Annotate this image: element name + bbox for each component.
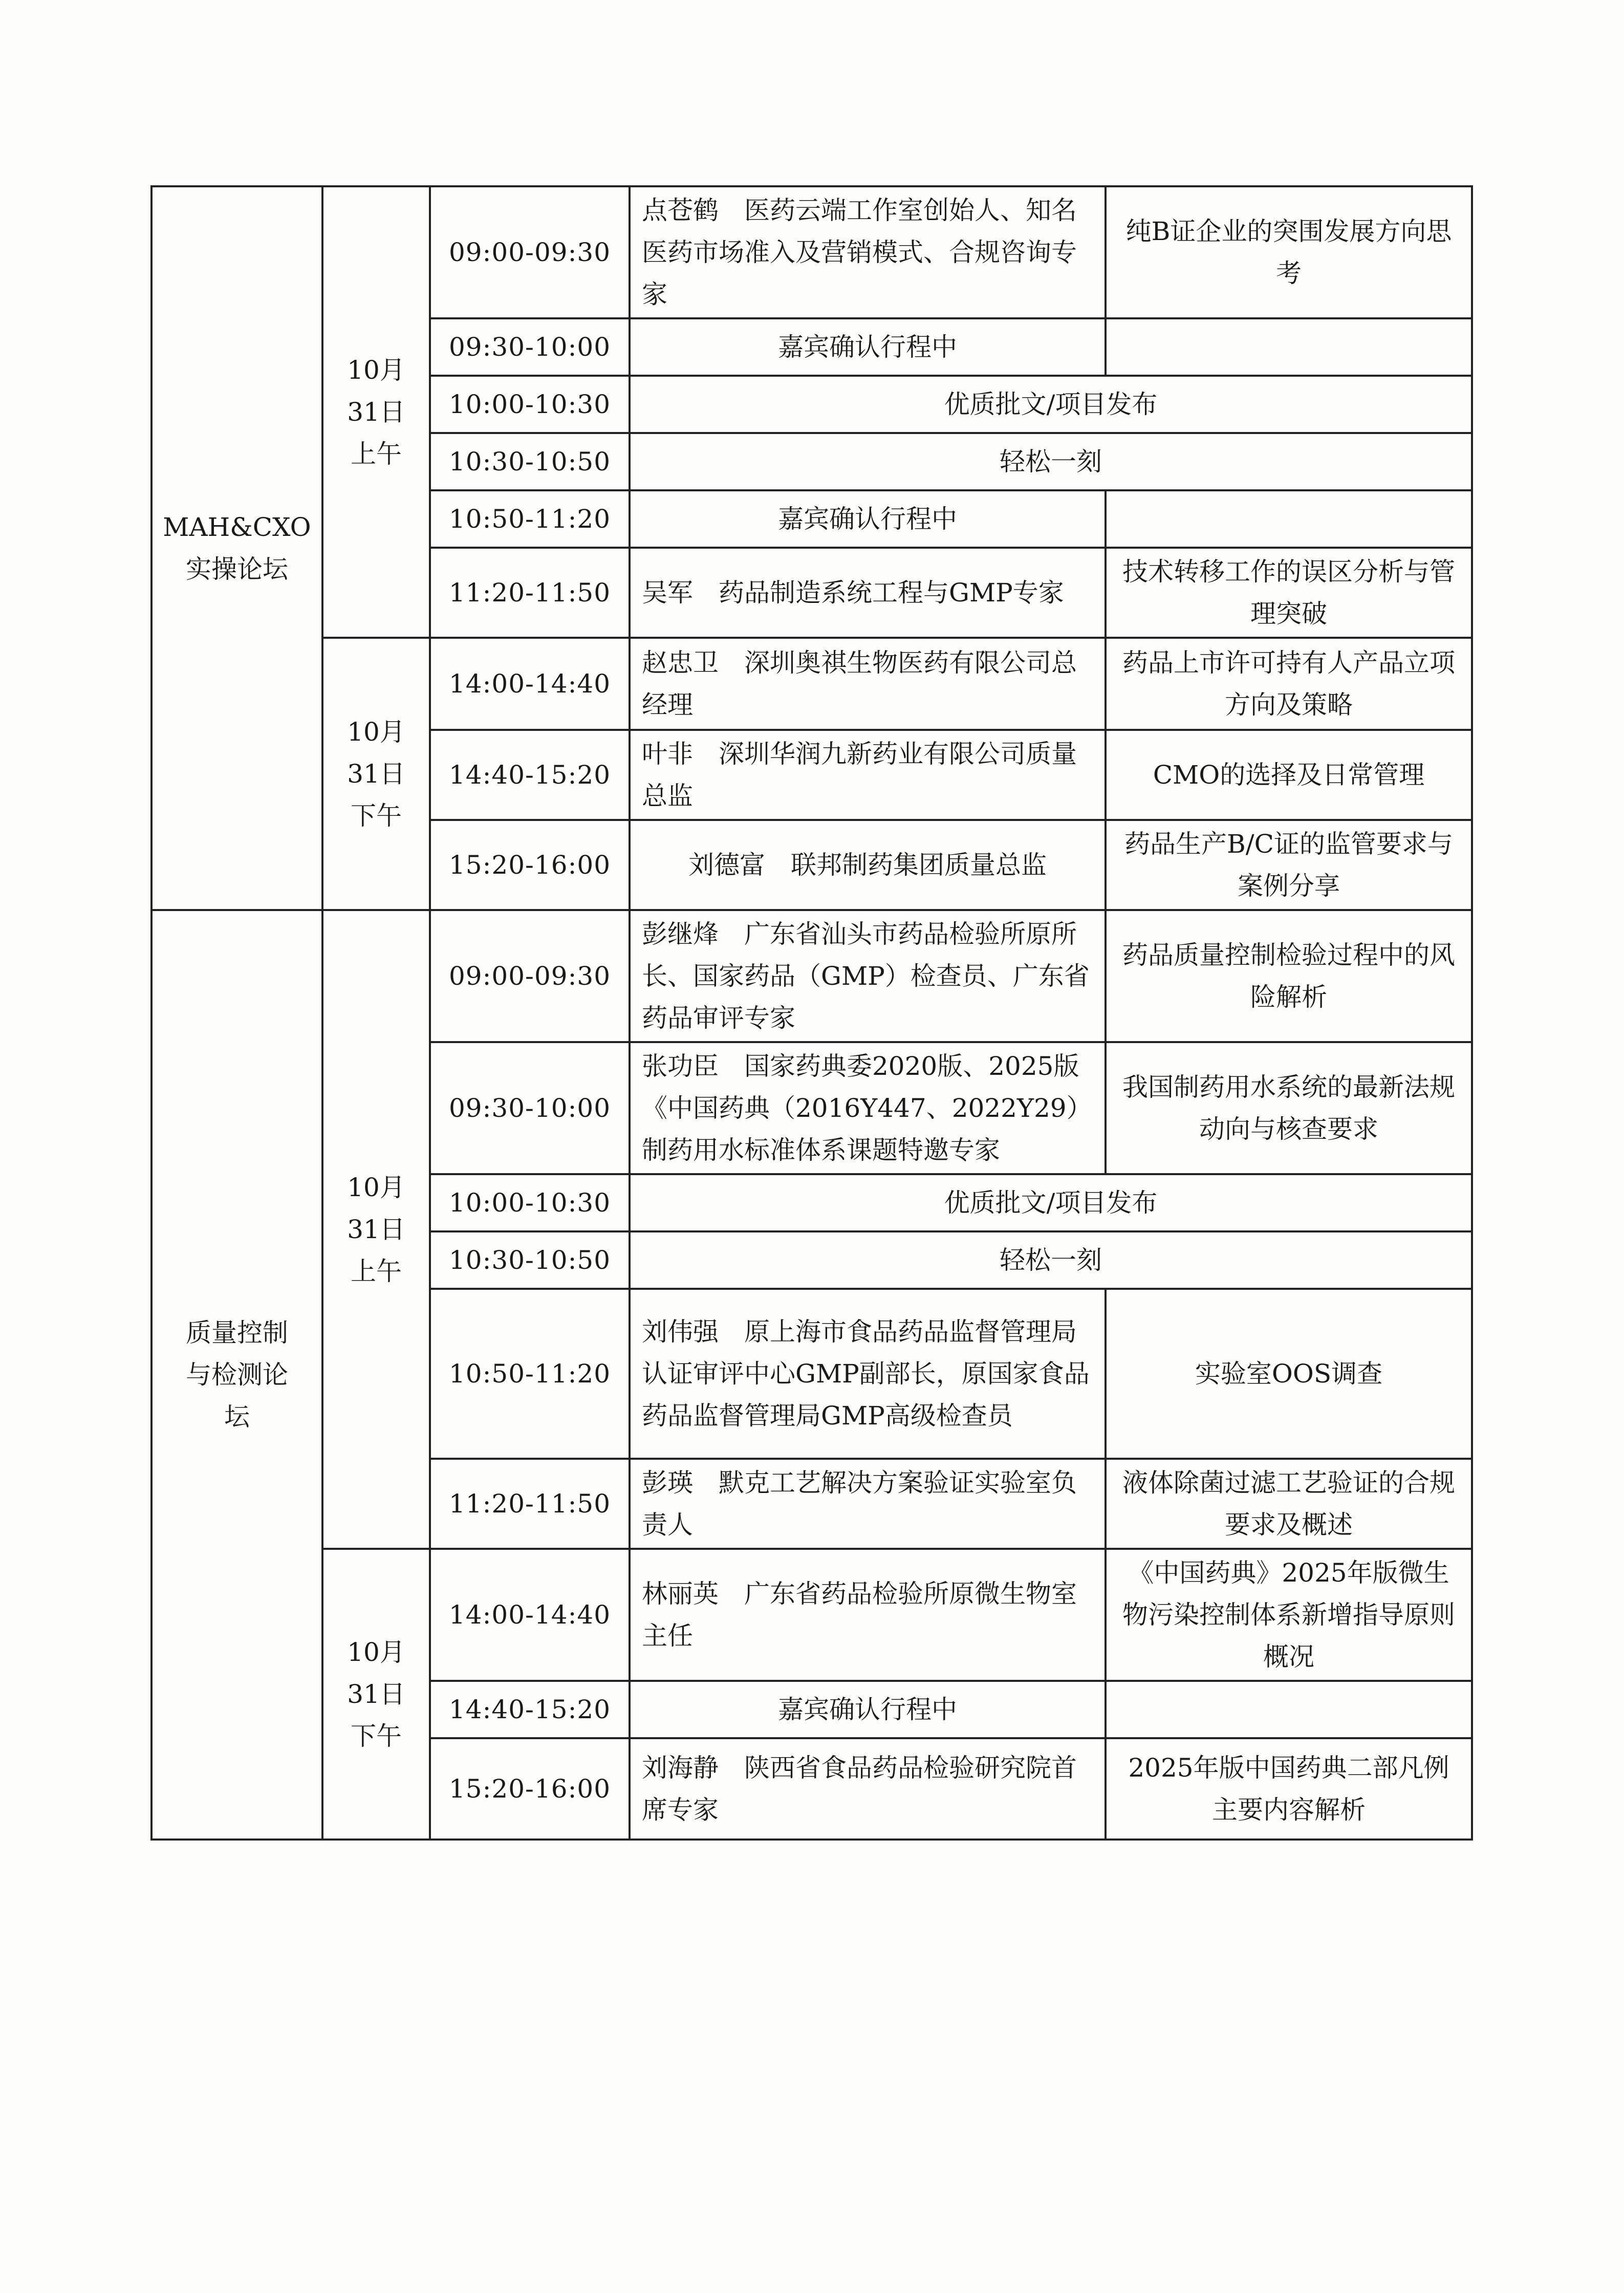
event-cell: [629, 1230, 1473, 1290]
time-cell: [429, 375, 631, 434]
speaker-cell: [629, 317, 1107, 377]
forum-name: 质量控制与检测论坛: [186, 1318, 288, 1432]
speaker-cell: [629, 489, 1107, 549]
time-cell: [429, 1458, 631, 1550]
topic-cell: [1105, 317, 1473, 377]
topic: 液体除菌过滤工艺验证的合规要求及概述: [1122, 1468, 1455, 1540]
time-slot: 11:20-11:50: [448, 578, 611, 608]
session-date-cell: [321, 1548, 431, 1841]
time-cell: [429, 909, 631, 1043]
event-cell: [629, 375, 1473, 434]
time-cell: [429, 1548, 631, 1682]
time-slot: 14:40-15:20: [448, 760, 611, 790]
time-slot: 09:30-10:00: [448, 1093, 611, 1123]
event-label: 轻松一刻: [1000, 1245, 1102, 1275]
event-cell: [629, 432, 1473, 491]
time-cell: [429, 1230, 631, 1290]
topic-cell: [1105, 1548, 1473, 1682]
speaker-cell: [629, 1288, 1107, 1460]
speaker: 彭瑛 默克工艺解决方案验证实验室负责人: [642, 1468, 1077, 1540]
topic-cell: [1105, 185, 1473, 319]
time-slot: 11:20-11:50: [448, 1489, 611, 1519]
session-date-cell: [321, 909, 431, 1550]
speaker-cell: [629, 1548, 1107, 1682]
speaker-cell: [629, 819, 1107, 911]
event-label: 轻松一刻: [1000, 447, 1102, 477]
time-cell: [429, 1737, 631, 1841]
forum-name-cell: [150, 185, 323, 911]
speaker: 林丽英 广东省药品检验所原微生物室主任: [642, 1579, 1077, 1651]
time-cell: [429, 432, 631, 491]
time-slot: 15:20-16:00: [448, 850, 611, 880]
time-cell: [429, 185, 631, 319]
time-slot: 10:50-11:20: [448, 1359, 611, 1389]
speaker-cell: [629, 1458, 1107, 1550]
session-date: 10月31日下午: [347, 717, 405, 831]
time-cell: [429, 1288, 631, 1460]
topic: 药品生产B/C证的监管要求与案例分享: [1124, 829, 1453, 901]
time-slot: 14:00-14:40: [448, 669, 611, 699]
time-slot: 10:30-10:50: [448, 447, 611, 477]
session-date-cell: [321, 185, 431, 639]
topic: 我国制药用水系统的最新法规动向与核查要求: [1122, 1072, 1455, 1144]
session-date: 10月31日上午: [347, 1173, 405, 1286]
time-slot: 10:00-10:30: [448, 1188, 611, 1218]
topic: 纯B证企业的突围发展方向思考: [1125, 217, 1452, 288]
speaker: 刘德富 联邦制药集团质量总监: [688, 850, 1047, 880]
time-slot: 10:50-11:20: [448, 504, 611, 534]
topic-cell: [1105, 637, 1473, 731]
forum-name: MAH&CXO 实操论坛: [163, 512, 311, 584]
time-cell: [429, 1173, 631, 1232]
time-cell: [429, 317, 631, 377]
topic: 药品质量控制检验过程中的风险解析: [1122, 940, 1455, 1012]
speaker: 吴军 药品制造系统工程与GMP专家: [642, 578, 1064, 608]
speaker: 刘伟强 原上海市食品药品监督管理局认证审评中心GMP副部长，原国家食品药品监督管理局GMP高级检查员: [642, 1317, 1090, 1431]
time-cell: [429, 1680, 631, 1739]
speaker: 嘉宾确认行程中: [778, 504, 957, 534]
speaker: 彭继烽 广东省汕头市药品检验所原所长、国家药品（GMP）检查员、广东省药品审评专家: [642, 919, 1090, 1033]
speaker: 叶非 深圳华润九新药业有限公司质量总监: [642, 739, 1077, 811]
session-date-cell: [321, 637, 431, 911]
time-slot: 15:20-16:00: [448, 1774, 611, 1804]
speaker-cell: [629, 637, 1107, 731]
speaker-cell: [629, 1737, 1107, 1841]
speaker: 刘海静 陕西省食品药品检验研究院首席专家: [642, 1753, 1077, 1825]
time-cell: [429, 1041, 631, 1175]
topic-cell: [1105, 1041, 1473, 1175]
time-slot: 09:30-10:00: [448, 332, 611, 362]
speaker-cell: [629, 909, 1107, 1043]
topic-cell: [1105, 729, 1473, 821]
speaker-cell: [629, 1041, 1107, 1175]
session-date: 10月31日下午: [347, 1637, 405, 1751]
topic-cell: [1105, 909, 1473, 1043]
event-label: 优质批文/项目发布: [944, 390, 1158, 419]
session-date: 10月31日上午: [347, 355, 405, 469]
time-cell: [429, 547, 631, 639]
topic: CMO的选择及日常管理: [1153, 760, 1425, 790]
time-cell: [429, 489, 631, 549]
topic-cell: [1105, 1680, 1473, 1739]
topic-cell: [1105, 1737, 1473, 1841]
event-label: 优质批文/项目发布: [944, 1188, 1158, 1218]
time-slot: 09:00-09:30: [448, 237, 611, 267]
speaker: 嘉宾确认行程中: [778, 332, 957, 362]
topic-cell: [1105, 1458, 1473, 1550]
topic-cell: [1105, 547, 1473, 639]
time-slot: 14:40-15:20: [448, 1695, 611, 1724]
time-slot: 09:00-09:30: [448, 961, 611, 991]
time-slot: 14:00-14:40: [448, 1600, 611, 1630]
time-cell: [429, 637, 631, 731]
topic-cell: [1105, 1288, 1473, 1460]
speaker-cell: [629, 1680, 1107, 1739]
topic: 技术转移工作的误区分析与管理突破: [1122, 557, 1455, 629]
time-cell: [429, 729, 631, 821]
time-slot: 10:30-10:50: [448, 1245, 611, 1275]
schedule-table: [150, 185, 1473, 1841]
time-cell: [429, 819, 631, 911]
topic: 实验室OOS调查: [1195, 1359, 1383, 1389]
topic-cell: [1105, 819, 1473, 911]
event-cell: [629, 1173, 1473, 1232]
speaker: 张功臣 国家药典委2020版、2025版《中国药典（2016Y447、2022Y29）制药用水标准体系课题特邀专家: [642, 1051, 1092, 1165]
speaker-cell: [629, 547, 1107, 639]
time-slot: 10:00-10:30: [448, 390, 611, 419]
speaker-cell: [629, 729, 1107, 821]
speaker: 赵忠卫 深圳奥祺生物医药有限公司总经理: [642, 648, 1077, 720]
forum-name-cell: [150, 909, 323, 1841]
speaker-cell: [629, 185, 1107, 319]
topic: 药品上市许可持有人产品立项方向及策略: [1122, 648, 1455, 720]
topic-cell: [1105, 489, 1473, 549]
speaker: 嘉宾确认行程中: [778, 1695, 957, 1724]
topic: 《中国药典》2025年版微生物污染控制体系新增指导原则概况: [1122, 1558, 1455, 1672]
speaker: 点苍鹤 医药云端工作室创始人、知名医药市场准入及营销模式、合规咨询专家: [642, 196, 1077, 309]
topic: 2025年版中国药典二部凡例主要内容解析: [1128, 1753, 1449, 1825]
